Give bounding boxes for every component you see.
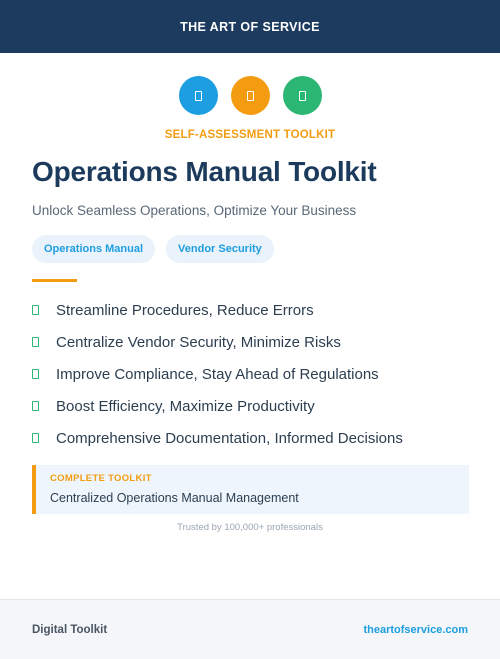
checklist-icon (283, 76, 322, 115)
benefit-text: Improve Compliance, Stay Ahead of Regulations (56, 365, 379, 383)
benefit-text: Centralize Vendor Security, Minimize Risks (56, 333, 341, 351)
list-item (32, 358, 403, 390)
footer-label: Digital Toolkit (32, 623, 108, 636)
page-subtitle: Unlock Seamless Operations, Optimize Your Business (32, 203, 357, 218)
check-icon (32, 433, 39, 443)
list-item (32, 390, 403, 422)
check-icon (32, 337, 39, 347)
callout-label: COMPLETE TOOLKIT (50, 473, 152, 484)
callout-text: Centralized Operations Manual Management (50, 491, 299, 505)
icon-row (0, 76, 500, 115)
check-icon (32, 401, 39, 411)
kicker-label: SELF-ASSESSMENT TOOLKIT (164, 129, 336, 141)
list-item (32, 294, 403, 326)
benefit-text: Boost Efficiency, Maximize Productivity (56, 397, 315, 415)
list-item (32, 422, 403, 454)
benefit-list (32, 294, 403, 454)
check-icon (32, 369, 39, 379)
tag-list (32, 235, 274, 263)
footer (0, 599, 500, 659)
website-link[interactable]: theartofservice.com (363, 623, 468, 636)
document-icon (179, 76, 218, 115)
accent-divider (32, 279, 77, 282)
page-title: Operations Manual Toolkit (32, 156, 377, 187)
benefit-text: Streamline Procedures, Reduce Errors (56, 301, 314, 319)
header-bar (0, 0, 500, 53)
tag-vendor-security: Vendor Security (166, 235, 274, 263)
tag-operations-manual: Operations Manual (32, 235, 155, 263)
check-icon (32, 305, 39, 315)
brand-title: THE ART OF SERVICE (180, 19, 320, 34)
list-item (32, 326, 403, 358)
toolkit-callout (32, 465, 469, 514)
benefit-text: Comprehensive Documentation, Informed Decisions (56, 429, 403, 447)
clipboard-icon (231, 76, 270, 115)
trust-note: Trusted by 100,000+ professionals (177, 522, 323, 533)
